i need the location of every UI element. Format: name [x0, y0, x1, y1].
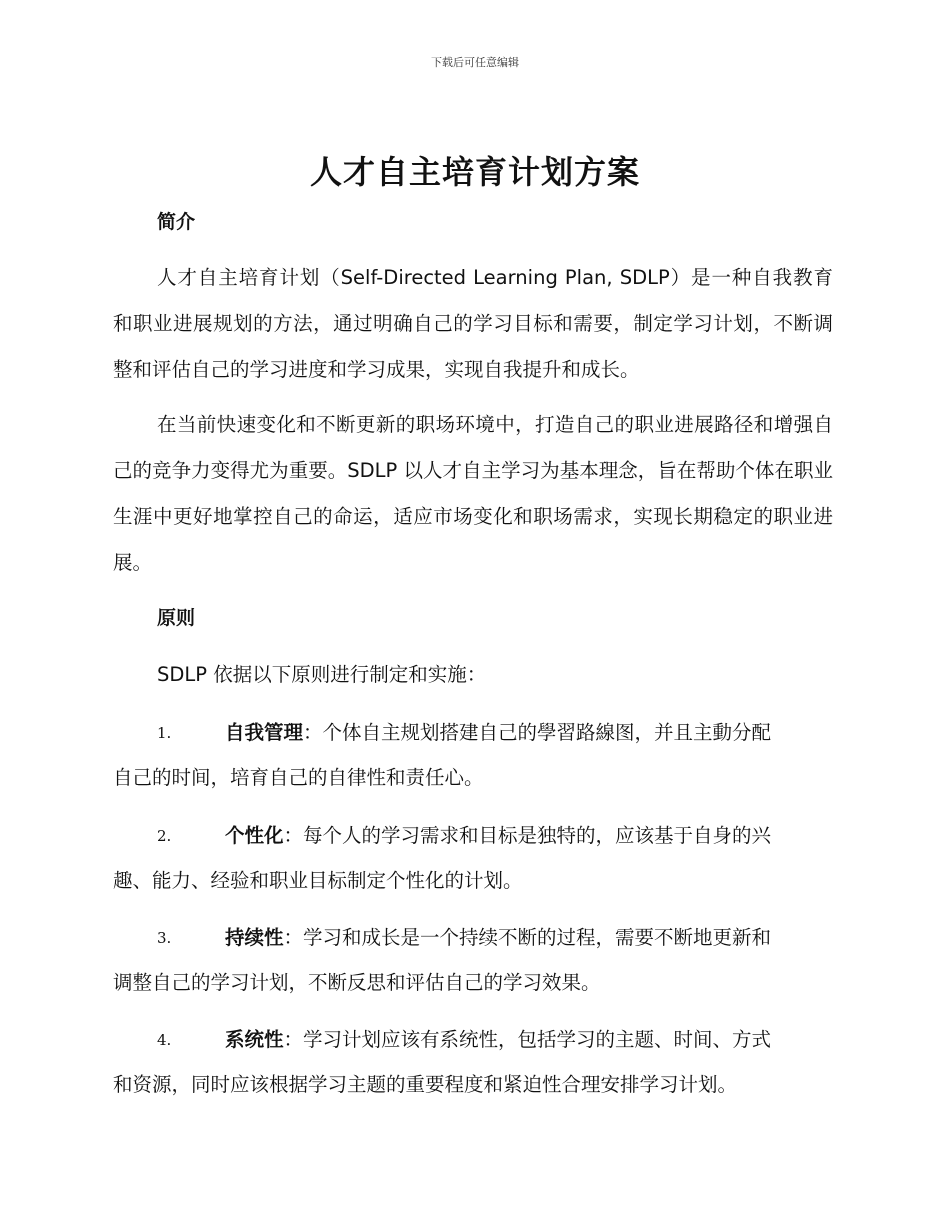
item-term: 自我管理	[225, 721, 304, 744]
item-first-line	[225, 710, 771, 756]
item-text: ：学习计划应该有系统性，包括学习的主题、时间、方式	[283, 1028, 772, 1051]
item-term: 系统性	[225, 1028, 284, 1051]
item-first-line	[225, 813, 771, 859]
item-text: ：学习和成长是一个持续不断的过程，需要不断地更新和	[283, 926, 772, 949]
principle-item-1	[113, 710, 833, 756]
intro-paragraph-2: 在当前快速变化和不断更新的职场环境中，打造自己的职业进展路径和增强自己的竞争力变得尤为重要。SDLP 以人才自主学习为基本理念，旨在帮助个体在职业生涯中更好地掌控自己的命运，适应市场变化和职场需求，实现长期稳定的职业进展。	[113, 413, 833, 574]
item-first-line	[225, 915, 771, 961]
item-term: 个性化	[225, 824, 284, 847]
item-continuation: 趣、能力、经验和职业目标制定个性化的计划。	[113, 869, 523, 892]
header-note: 下载后可任意编辑	[431, 56, 519, 69]
item-number: 3.	[157, 929, 172, 947]
section-heading-principles: 原则	[157, 607, 196, 629]
item-number: 4.	[157, 1031, 172, 1049]
item-first-line	[225, 1017, 771, 1063]
intro-paragraph-1: 人才自主培育计划（Self-Directed Learning Plan, SDLP）是一种自我教育和职业进展规划的方法，通过明确自己的学习目标和需要，制定学习计划，不断调整和评估自己的学习进度和学习成果，实现自我提升和成长。	[113, 266, 833, 381]
item-number: 2.	[157, 827, 172, 845]
item-continuation: 和资源，同时应该根据学习主题的重要程度和紧迫性合理安排学习计划。	[113, 1073, 738, 1096]
item-continuation: 自己的时间，培育自己的自律性和责任心。	[113, 766, 484, 789]
principles-lead: SDLP 依据以下原则进行制定和实施：	[157, 663, 487, 686]
item-text: ：每个人的学习需求和目标是独特的，应该基于自身的兴	[283, 824, 772, 847]
item-continuation: 调整自己的学习计划，不断反思和评估自己的学习效果。	[113, 971, 601, 994]
document-title: 人才自主培育计划方案	[309, 153, 640, 191]
item-number: 1.	[157, 724, 172, 742]
principle-item-4	[113, 1017, 833, 1063]
item-text: ：个体自主规划搭建自己的學習路線图，并且主動分配	[303, 721, 772, 744]
principle-item-3	[113, 915, 833, 961]
item-term: 持续性	[225, 926, 284, 949]
section-heading-intro: 简介	[157, 211, 196, 233]
principle-item-2	[113, 813, 833, 859]
